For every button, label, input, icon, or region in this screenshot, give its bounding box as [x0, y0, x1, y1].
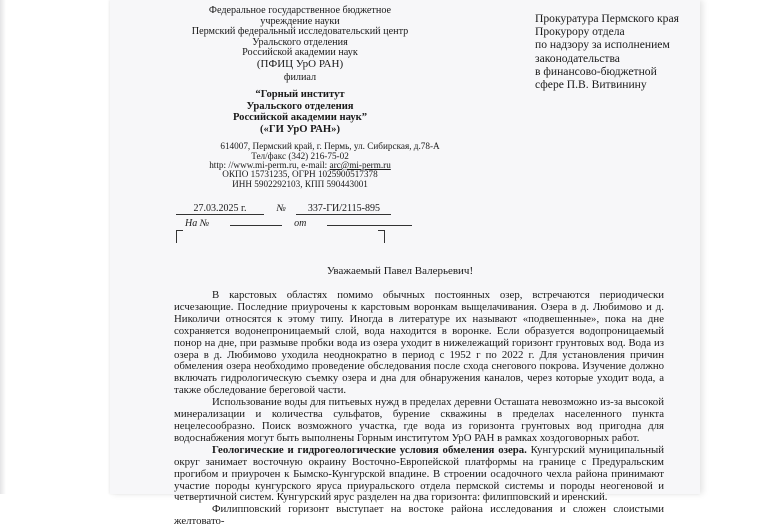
body-paragraph: Филипповский горизонт выступает на востоке района исследования и сложен слоистыми желтовато-	[174, 503, 664, 528]
body-paragraph: Использование воды для питьевых нужд в пределах деревни Осташата невозможно из-за высокой минерализации и количества сульфатов, бурение скважины в пределах населенного пункта нецелесообразно. Поиск возможного участка, где вода из горизонта грунтовых вод пригодна для водоснабжения могут быть выполнены Горным институтом УрО РАН в рамках хоздоговорных работ.	[174, 396, 664, 444]
sender-letterhead	[150, 6, 450, 189]
body-paragraph	[174, 445, 664, 505]
sender-line: Пермский федеральный исследовательский центр	[191, 26, 409, 38]
salutation: Уважаемый Павел Валерьевич!	[326, 265, 474, 277]
sender-line: Федеральное государственное бюджетное	[208, 5, 392, 16]
reply-to-label: На №	[185, 218, 210, 229]
letter-date: 27.03.2025 г.	[176, 203, 264, 215]
sender-phone: Тел/факс (342) 216-75-02	[251, 150, 349, 161]
recipient-line: в финансово-бюджетной	[535, 64, 657, 78]
sender-okpo: ОКПО 15731235, ОГРН 1025900517378	[222, 169, 378, 180]
institute-name	[150, 89, 450, 135]
institute-line: Уральского отделения	[246, 100, 354, 112]
from-field	[327, 215, 412, 226]
sender-inn: ИНН 5902292103, КПП 590443001	[232, 178, 368, 189]
registration-line	[176, 203, 391, 215]
reply-line	[185, 215, 412, 229]
body-text: Кунгурский муниципальный округ занимает восточную окраину Восточно-Европейской платформы на границе с Предуральским прогибом и приурочен к Бымско-Кунгурской впадине. В строении осадочного чехла района принимают участие породы кунгурского яруса приуральского отдела пермской системы и породы неогеновой и четвертичной систем. Кунгурский ярус разделен на два горизонта: филипповский и иренский.	[174, 443, 665, 504]
number-label: №	[276, 203, 286, 214]
sender-abbr: (ПФИЦ УрО РАН)	[256, 57, 344, 70]
sender-line: Уральского отделения	[252, 36, 348, 48]
background-edge	[0, 0, 6, 494]
sender-web-prefix: http: //www.mi-perm.ru, e-mail:	[209, 159, 330, 170]
sender-email-link[interactable]: arc@mi-perm.ru	[329, 159, 391, 170]
address-corner-right	[378, 230, 385, 243]
letter-body	[174, 290, 664, 528]
recipient-line: Прокурору отдела	[535, 25, 625, 39]
institute-line: Российской академии наук”	[232, 112, 368, 124]
recipient-line: Прокуратура Пермского края	[535, 12, 679, 25]
sender-line: учреждение науки	[260, 15, 340, 27]
body-paragraph: В карстовых областях помимо обычных постоянных озер, встречаются периодически исчезающие. Последние приурочены к карстовым воронкам выщелачивания. Озера в д. Любимово и д. Николичи относятся к этому типу. Иногда в литературе их называют «подвешенные», пока на дне сохраняется водонепроницаемый слой, вода находится в воронке. Если образуется водопроницаемый понор на дне, при размыве пробки вода из озера уходит в нижележащий горизонт грунтовых вод. Вода из озера в д. Любимово уходила неоднократно в период с 1952 г по 2022 г. Для установления причин обмеления озера необходимо проведение обследования после схода снегового покрова. Изучение должно включать гидрологическую съемку озера и дна для обнаружения каналов, через которые уходит вода, а также обследование береговой части.	[174, 289, 664, 397]
sender-address: 614007, Пермский край, г. Пермь, ул. Сибирская, д.78-А	[220, 141, 440, 152]
recipient-line: по надзору за исполнением	[535, 38, 670, 52]
reply-to-field	[230, 215, 282, 226]
institute-line: “Горный институт	[255, 89, 345, 101]
letter-number: 337-ГИ/2115-895	[296, 203, 391, 215]
recipient-block	[535, 12, 760, 91]
address-corner-left	[176, 230, 183, 243]
from-label: от	[294, 218, 307, 229]
recipient-line: законодательства	[535, 51, 620, 65]
institute-line: («ГИ УрО РАН»)	[260, 123, 340, 135]
recipient-line: сфере П.В. Витвинину	[535, 78, 647, 92]
sender-line: Российской академии наук	[242, 47, 358, 59]
section-heading: Геологические и гидрогеологические условия обмеления озера.	[212, 443, 527, 456]
branch-label: филиал	[283, 71, 317, 83]
sender-contacts	[150, 142, 450, 189]
